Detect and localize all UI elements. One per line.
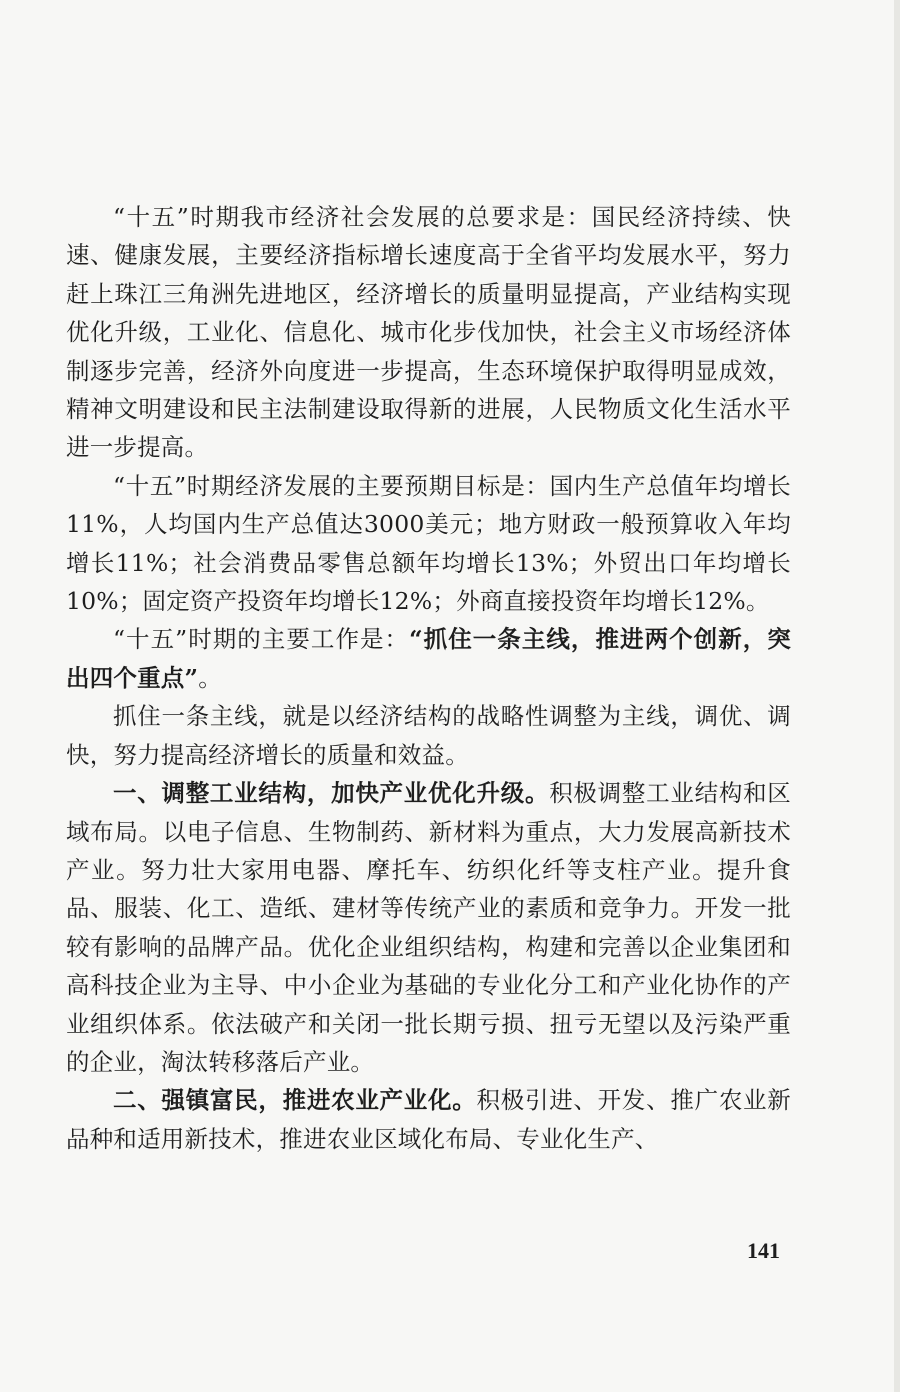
paragraph-agriculture (66, 1081, 791, 1158)
paragraph-text: “十五”时期经济发展的主要预期目标是：国内生产总值年均增长11%，人均国内生产总值达3000美元；地方财政一般预算收入年均增长11%；社会消费品零售总额年均增长13%；外贸出口年均增长10%；固定资产投资年均增长12%；外商直接投资年均增长12%。 (66, 471, 791, 616)
paragraph-rest: 积极调整工业结构和区域布局。以电子信息、生物制药、新材料为重点，大力发展高新技术产业。努力壮大家用电器、摩托车、纺织化纤等支柱产业。提升食品、服装、化工、造纸、建材等传统产业的素质和竞争力。开发一批较有影响的品牌产品。优化企业组织结构，构建和完善以企业集团和高科技企业为主导、中小企业为基础的专业化分工和产业化协作的产业组织体系。依法破产和关闭一批长期亏损、扭亏无望以及污染严重的企业，淘汰转移落后产业。 (66, 779, 791, 1076)
paragraph-text: 抓住一条主线，就是以经济结构的战略性调整为主线，调优、调快，努力提高经济增长的质量和效益。 (66, 702, 791, 769)
body-text (66, 198, 791, 1158)
paragraph-main-line (66, 697, 791, 774)
paragraph-text: “十五”时期我市经济社会发展的总要求是：国民经济持续、快速、健康发展，主要经济指标增长速度高于全省平均发展水平，努力赶上珠江三角洲先进地区，经济增长的质量明显提高，产业结构实现优化升级，工业化、信息化、城市化步伐加快，社会主义市场经济体制逐步完善，经济外向度进一步提高，生态环境保护取得明显成效，精神文明建设和民主法制建设取得新的进展，人民物质文化生活水平进一步提高。 (66, 203, 791, 462)
page-number: 141 (747, 1238, 780, 1263)
paragraph-industrial-structure (66, 774, 791, 1081)
paragraph-rest: 积极引进、开发、推广农业新品种和适用新技术，推进农业区域化布局、专业化生产、 (66, 1086, 791, 1153)
paragraph-rest: 。 (198, 663, 222, 692)
paragraph-bold-slogan: “抓住一条主线，推进两个创新，突出四个重点” (66, 625, 791, 692)
paragraph-main-work (66, 620, 791, 697)
paragraph-economic-targets (66, 467, 791, 621)
paragraph-overall-requirements (66, 198, 791, 467)
section-heading-industry: 一、调整工业结构，加快产业优化升级。 (113, 779, 550, 808)
section-heading-agriculture: 二、强镇富民，推进农业产业化。 (113, 1086, 477, 1115)
paragraph-lead: “十五”时期的主要工作是： (113, 625, 410, 654)
page-edge-shadow (894, 0, 900, 1392)
